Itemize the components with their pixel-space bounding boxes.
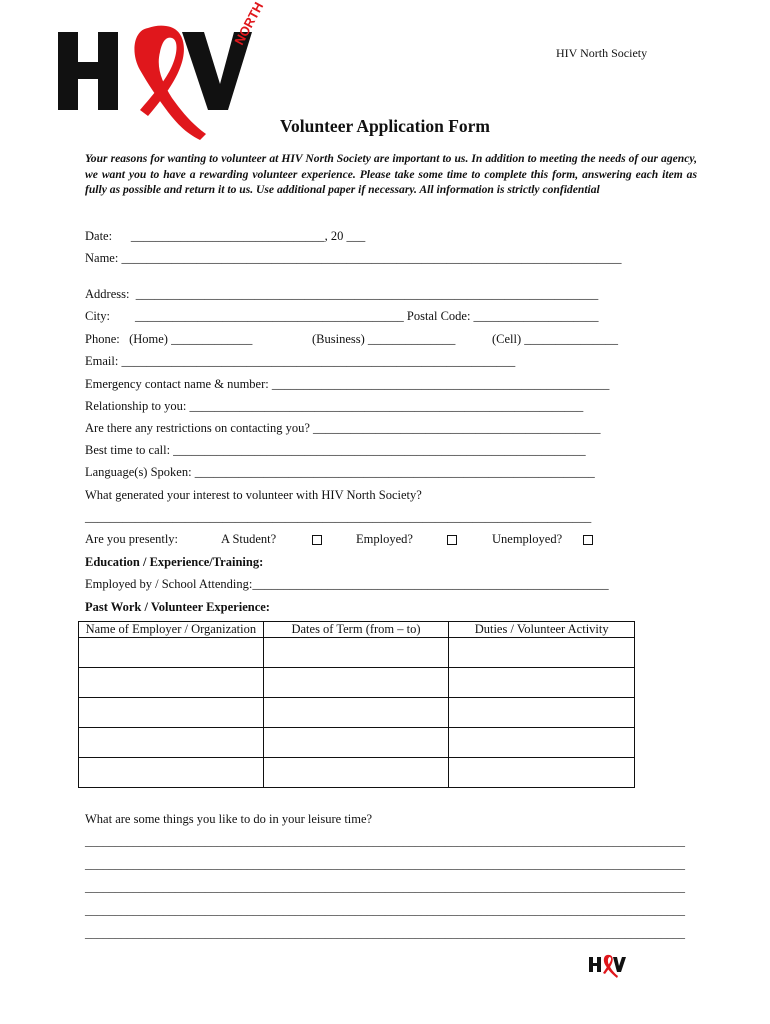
languages-field[interactable]: Language(s) Spoken: ________________________________________________________________ — [85, 465, 595, 479]
table-cell[interactable] — [263, 668, 449, 698]
table-cell[interactable] — [79, 638, 264, 668]
leisure-answer-line[interactable]: ____________________________________________________________________________________________________ — [85, 880, 685, 894]
leisure-answer-line[interactable]: ____________________________________________________________________________________________________ — [85, 857, 685, 871]
hiv-mini-logo-icon — [588, 954, 628, 980]
phone-cell-field[interactable]: (Cell) _______________ — [492, 332, 619, 346]
student-label: A Student? — [221, 532, 277, 546]
presently-label: Are you presently: — [85, 532, 179, 546]
student-checkbox[interactable] — [312, 535, 322, 545]
experience-heading: Past Work / Volunteer Experience: — [85, 600, 270, 614]
interest-answer-line[interactable]: _________________________________________________________________________________ — [85, 510, 592, 524]
table-cell[interactable] — [263, 728, 449, 758]
address-field[interactable]: Address: __________________________________________________________________________ — [85, 287, 599, 301]
intro-text: Your reasons for wanting to volunteer at HIV North Society are important to us. In addition to meeting the needs of our agency, we want you to have a rewarding volunteer experience. Please take some time to complete this form, answering each item as fully as possible and return it to us. Use additional paper if necessary. All information is strictly confidential — [85, 152, 697, 197]
table-cell[interactable] — [79, 698, 264, 728]
emergency-contact-field[interactable]: Emergency contact name & number: ______________________________________________________ — [85, 377, 610, 391]
experience-table — [78, 621, 635, 788]
org-name: HIV North Society — [556, 46, 648, 60]
table-cell[interactable] — [263, 758, 449, 788]
column-header-dates: Dates of Term (from – to) — [263, 622, 449, 638]
table-cell[interactable] — [79, 668, 264, 698]
column-header-employer: Name of Employer / Organization — [79, 622, 264, 638]
logo-subtitle: NORTH — [231, 0, 267, 48]
table-cell[interactable] — [449, 758, 635, 788]
table-cell[interactable] — [449, 638, 635, 668]
table-cell[interactable] — [263, 698, 449, 728]
unemployed-label: Unemployed? — [492, 532, 563, 546]
table-row — [79, 668, 635, 698]
table-row — [79, 638, 635, 668]
page-title: Volunteer Application Form — [279, 116, 490, 136]
leisure-answer-line[interactable]: ____________________________________________________________________________________________________ — [85, 926, 685, 940]
city-postal-field[interactable]: City: ___________________________________________ Postal Code: ____________________ — [85, 309, 599, 323]
education-heading: Education / Experience/Training: — [85, 555, 264, 569]
phone-business-field[interactable]: (Business) ______________ — [312, 332, 456, 346]
relationship-field[interactable]: Relationship to you: _______________________________________________________________ — [85, 399, 584, 413]
date-field[interactable]: Date: _______________________________, 20 ___ — [85, 229, 366, 243]
interest-question: What generated your interest to volunteer with HIV North Society? — [85, 488, 422, 502]
table-cell[interactable] — [449, 728, 635, 758]
name-field[interactable]: Name: ________________________________________________________________________________ — [85, 251, 622, 265]
leisure-question: What are some things you like to do in your leisure time? — [85, 812, 373, 826]
table-row — [79, 728, 635, 758]
best-time-field[interactable]: Best time to call: __________________________________________________________________ — [85, 443, 586, 457]
table-row — [79, 758, 635, 788]
employed-label: Employed? — [356, 532, 413, 546]
table-cell[interactable] — [79, 728, 264, 758]
employed-checkbox[interactable] — [447, 535, 457, 545]
email-field[interactable]: Email: _______________________________________________________________ — [85, 354, 516, 368]
employed-by-field[interactable]: Employed by / School Attending:_________________________________________________________ — [85, 577, 609, 591]
leisure-answer-line[interactable]: ____________________________________________________________________________________________________ — [85, 903, 685, 917]
table-cell[interactable] — [79, 758, 264, 788]
table-cell[interactable] — [449, 698, 635, 728]
phone-home-field[interactable]: Phone: (Home) _____________ — [85, 332, 253, 346]
table-cell[interactable] — [449, 668, 635, 698]
table-cell[interactable] — [263, 638, 449, 668]
restrictions-field[interactable]: Are there any restrictions on contacting you? ______________________________________________ — [85, 421, 601, 435]
leisure-answer-line[interactable]: ____________________________________________________________________________________________________ — [85, 834, 685, 848]
column-header-duties: Duties / Volunteer Activity — [449, 622, 635, 638]
table-row — [79, 698, 635, 728]
footer-logo — [588, 954, 628, 985]
unemployed-checkbox[interactable] — [583, 535, 593, 545]
